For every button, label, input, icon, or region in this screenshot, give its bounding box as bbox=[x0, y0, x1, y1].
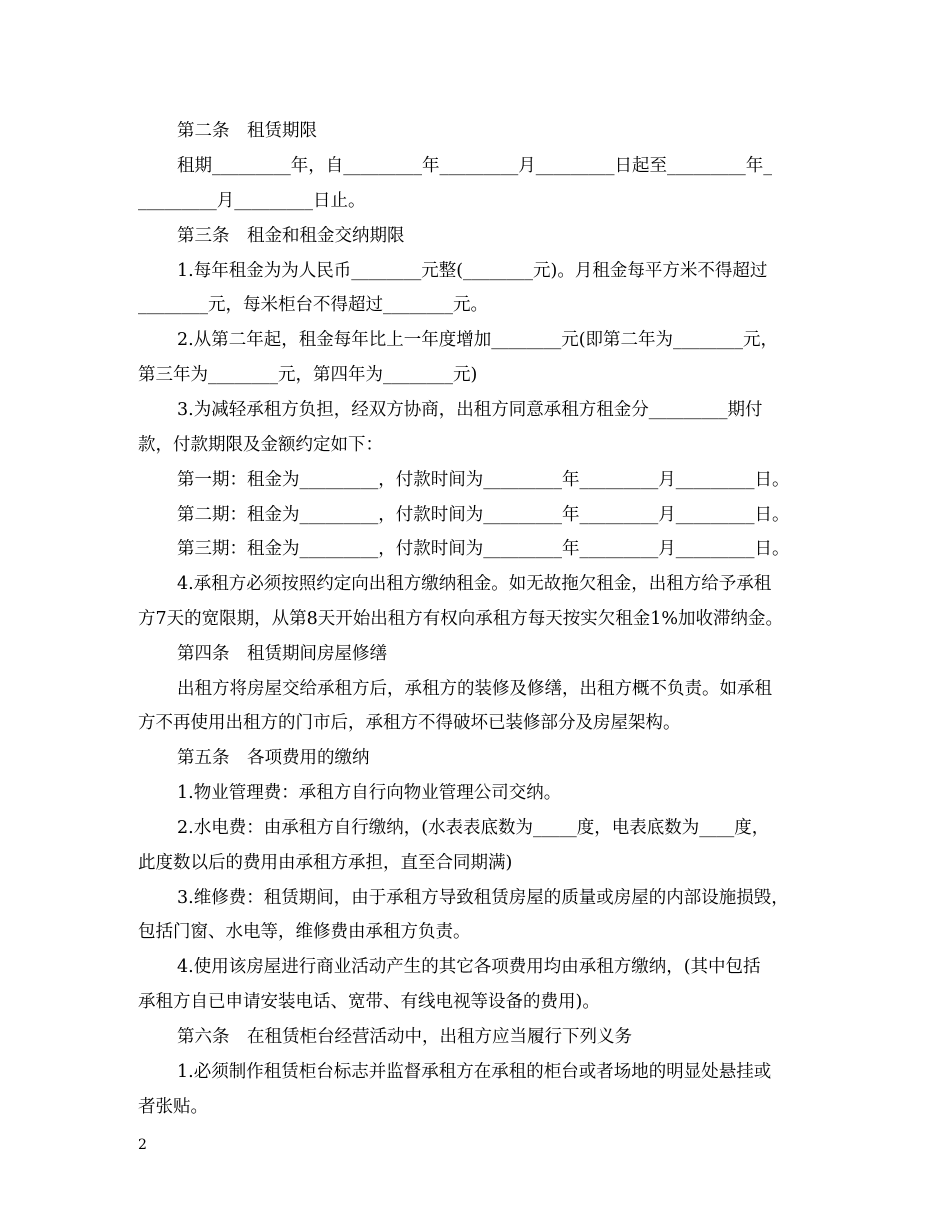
paragraph-line: 者张贴。 bbox=[138, 1097, 208, 1117]
paragraph-line: 4.承租方必须按照约定向出租方缴纳租金。如无故拖欠租金，出租方给予承租 bbox=[177, 574, 772, 594]
paragraph-line: 3.为减轻承租方负担，经双方协商，出租方同意承租方租金分_________期付 bbox=[177, 400, 763, 420]
paragraph-line: 3.维修费：租赁期间，由于承租方导致租赁房屋的质量或房屋的内部设施损毁， bbox=[177, 888, 789, 908]
article-6-heading: 第六条 在租赁柜台经营活动中，出租方应当履行下列义务 bbox=[177, 1027, 632, 1047]
paragraph-line: 此度数以后的费用由承租方承担，直至合同期满) bbox=[138, 853, 513, 873]
paragraph-line: 出租方将房屋交给承租方后，承租方的装修及修缮，出租方概不负责。如承租 bbox=[177, 679, 772, 699]
paragraph-line: ________元，每米柜台不得超过________元。 bbox=[138, 295, 488, 315]
paragraph-line: 1.物业管理费：承租方自行向物业管理公司交纳。 bbox=[177, 783, 562, 803]
article-3-heading: 第三条 租金和租金交纳期限 bbox=[177, 226, 405, 246]
article-5-heading: 第五条 各项费用的缴纳 bbox=[177, 748, 370, 768]
paragraph-line: 租期_________年，自_________年_________月_________日起至_________年_ bbox=[177, 156, 772, 176]
payment-period-2: 第二期：租金为_________，付款时间为_________年_________月_________日。 bbox=[177, 505, 790, 525]
paragraph-line: 方7天的宽限期，从第8天开始出租方有权向承租方每天按实欠租金1%加收滞纳金。 bbox=[138, 609, 784, 629]
paragraph-line: _________月_________日止。 bbox=[138, 191, 366, 211]
article-2-heading: 第二条 租赁期限 bbox=[177, 121, 317, 141]
paragraph-line: 包括门窗、水电等，维修费由承租方负责。 bbox=[138, 922, 471, 942]
paragraph-line: 2.水电费：由承租方自行缴纳，(水表表底数为_____度，电表底数为____度， bbox=[177, 818, 770, 838]
paragraph-line: 方不再使用出租方的门市后，承租方不得破坏已装修部分及房屋架构。 bbox=[138, 713, 681, 733]
paragraph-line: 第三年为________元，第四年为________元) bbox=[138, 365, 478, 385]
payment-period-3: 第三期：租金为_________，付款时间为_________年_________月_________日。 bbox=[177, 539, 790, 559]
paragraph-line: 1.每年租金为为人民币________元整(________元)。月租金每平方米不得超过 bbox=[177, 261, 768, 281]
paragraph-line: 2.从第二年起，租金每年比上一年度增加________元(即第二年为________元， bbox=[177, 330, 779, 350]
paragraph-line: 1.必须制作租赁柜台标志并监督承租方在承租的柜台或者场地的明显处悬挂或 bbox=[177, 1062, 772, 1082]
paragraph-line: 4.使用该房屋进行商业活动产生的其它各项费用均由承租方缴纳，(其中包括 bbox=[177, 957, 761, 977]
paragraph-line: 承租方自已申请安装电话、宽带、有线电视等设备的费用)。 bbox=[138, 992, 600, 1012]
payment-period-1: 第一期：租金为_________，付款时间为_________年_________月_________日。 bbox=[177, 470, 790, 490]
paragraph-line: 款，付款期限及金额约定如下： bbox=[138, 435, 383, 455]
article-4-heading: 第四条 租赁期间房屋修缮 bbox=[177, 644, 387, 664]
page-number: 2 bbox=[138, 1137, 147, 1153]
